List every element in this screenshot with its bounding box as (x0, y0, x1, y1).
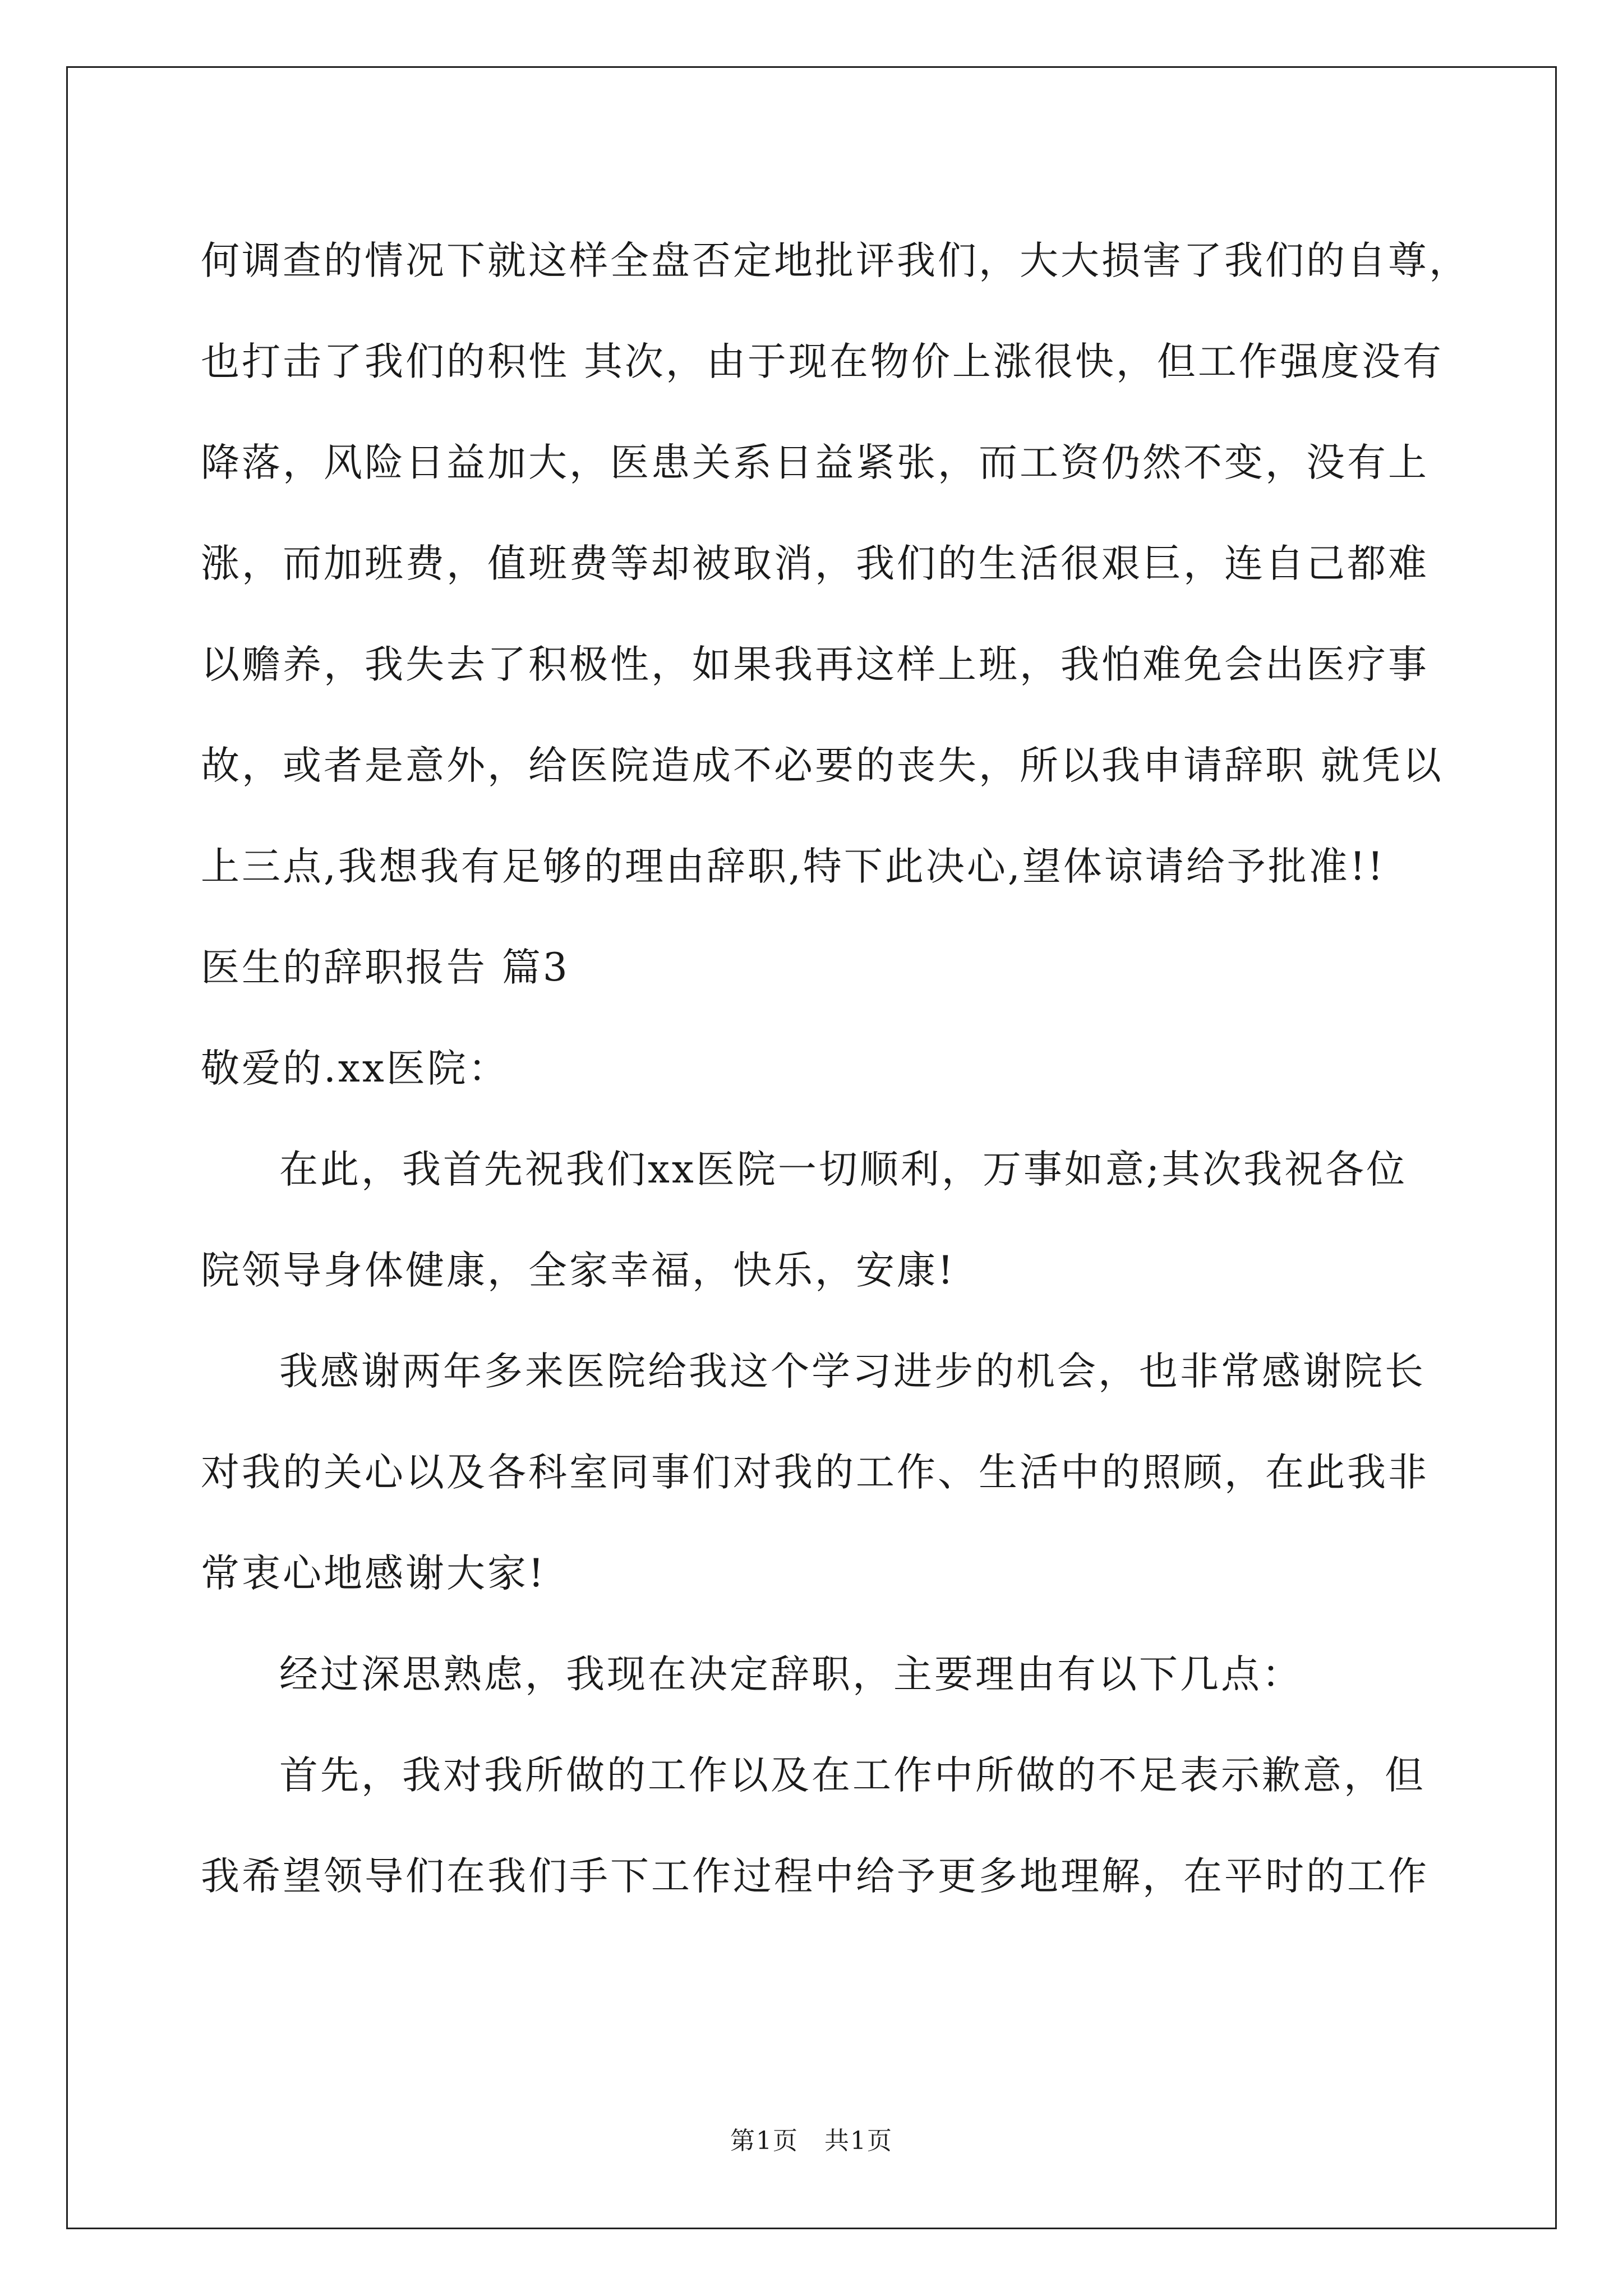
salutation: 敬爱的.xx医院： (201, 1046, 509, 1091)
text-line: 故，或者是意外，给医院造成不必要的丧失，所以我申请辞职 就凭以 (201, 743, 1444, 788)
paragraph-start: 我感谢两年多来医院给我这个学习进步的机会，也非常感谢院长 (279, 1349, 1426, 1394)
paragraph-start: 经过深思熟虑，我现在决定辞职，主要理由有以下几点： (279, 1652, 1303, 1697)
text-line: 我希望领导们在我们手下工作过程中给予更多地理解，在平时的工作 (201, 1854, 1429, 1899)
paragraph-start: 在此，我首先祝我们xx医院一切顺利，万事如意;其次我祝各位 (279, 1147, 1408, 1192)
text-line: 涨，而加班费，值班费等却被取消，我们的生活很艰巨，连自己都难 (201, 541, 1429, 586)
text-line: 对我的关心以及各科室同事们对我的工作、生活中的照顾，在此我非 (201, 1450, 1429, 1495)
text-line: 也打击了我们的积性 其次，由于现在物价上涨很快，但工作强度没有 (201, 339, 1444, 384)
text-line: 以赡养，我失去了积极性，如果我再这样上班，我怕难免会出医疗事 (201, 642, 1429, 687)
text-line: 上三点,我想我有足够的理由辞职,特下此决心,望体谅请给予批准!! (201, 844, 1386, 889)
text-line: 常衷心地感谢大家! (201, 1551, 546, 1596)
page-footer: 第1页 共1页 (730, 2127, 893, 2155)
text-line: 降落，风险日益加大，医患关系日益紧张，而工资仍然不变，没有上 (201, 440, 1429, 485)
section-heading: 医生的辞职报告 篇3 (201, 945, 570, 990)
paragraph-start: 首先，我对我所做的工作以及在工作中所做的不足表示歉意，但 (279, 1753, 1426, 1798)
document-body (201, 210, 1470, 1927)
text-line: 院领导身体健康，全家幸福，快乐，安康! (201, 1248, 956, 1293)
text-line: 何调查的情况下就这样全盘否定地批评我们，大大损害了我们的自尊， (201, 238, 1470, 283)
